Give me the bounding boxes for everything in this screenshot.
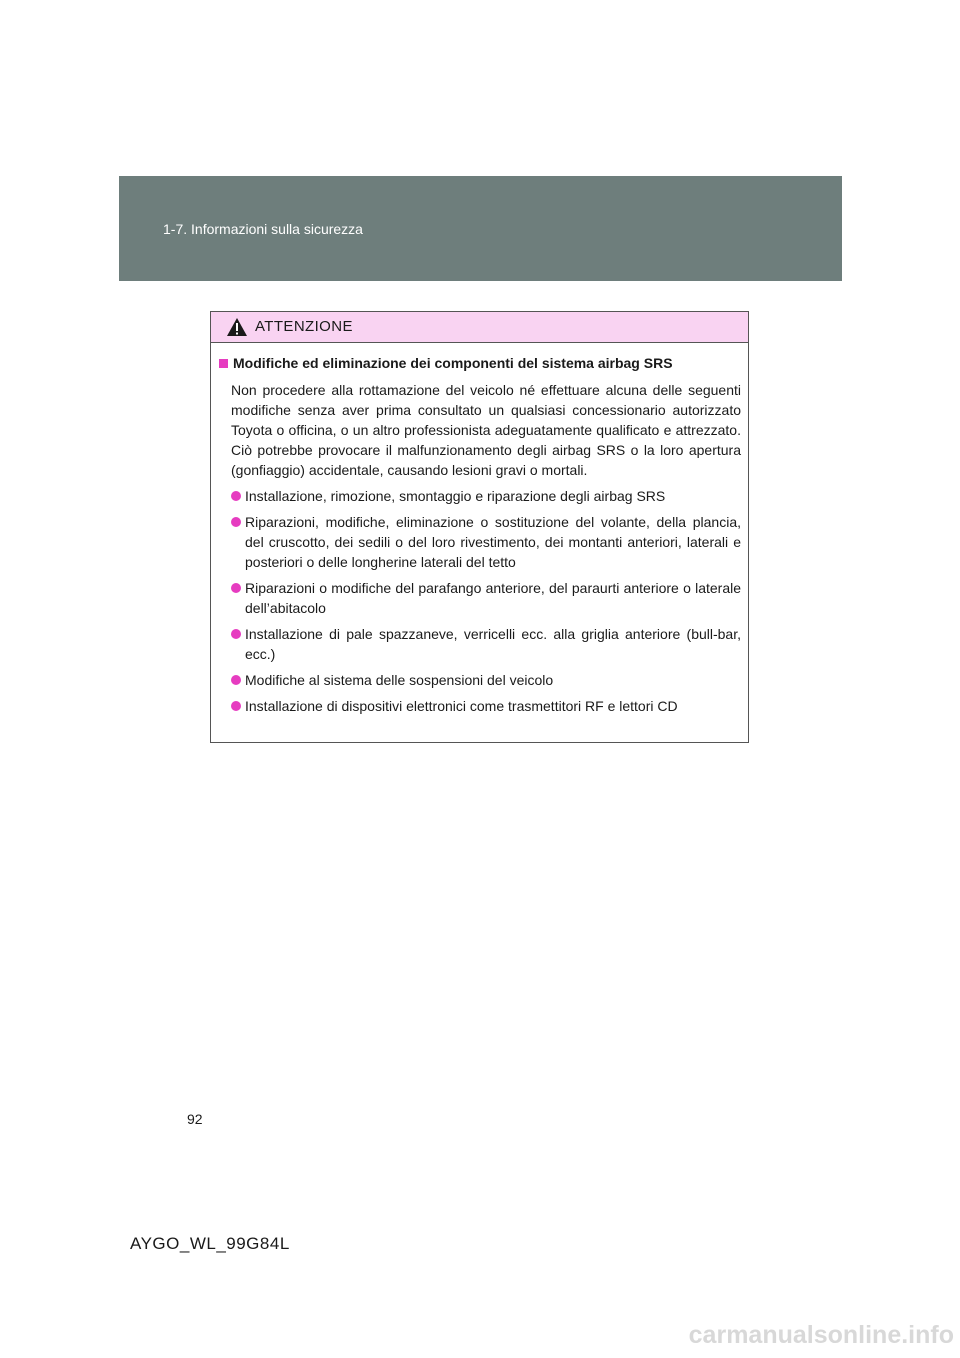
square-bullet-icon	[219, 359, 228, 368]
circle-bullet-icon	[231, 583, 241, 593]
warning-list-item-text: Installazione, rimozione, smontaggio e riparazione degli airbag SRS	[245, 488, 666, 504]
page-number: 92	[187, 1111, 203, 1127]
site-watermark: carmanualsonline.info	[688, 1321, 954, 1349]
warning-section-title: Modifiche ed eliminazione dei componenti del sistema airbag SRS	[233, 355, 673, 371]
warning-list-item-text: Riparazioni, modifiche, eliminazione o sostituzione del volante, della plancia, del cruscotto, dei sedili o del loro rivestimento, dei montanti anteriori, laterali e posteriori o delle longherine laterali del tetto	[245, 514, 741, 570]
warning-triangle-icon	[226, 317, 248, 337]
warning-list-item	[231, 696, 741, 716]
circle-bullet-icon	[231, 491, 241, 501]
warning-list-item-text: Installazione di pale spazzaneve, verricelli ecc. alla griglia anteriore (bull-bar, ecc.)	[245, 626, 741, 662]
warning-section-heading	[219, 354, 741, 372]
circle-bullet-icon	[231, 629, 241, 639]
warning-list-item-text: Riparazioni o modifiche del parafango anteriore, del paraurti anteriore o laterale dell’abitacolo	[245, 580, 741, 616]
warning-list-item	[231, 578, 741, 618]
warning-list-item	[231, 624, 741, 664]
warning-header	[211, 312, 748, 343]
warning-list-item-text: Modifiche al sistema delle sospensioni del veicolo	[245, 672, 554, 688]
circle-bullet-icon	[231, 517, 241, 527]
warning-intro-paragraph: Non procedere alla rottamazione del veicolo né effettuare alcuna delle seguenti modifiche senza aver prima consultato un qualsiasi concessionario autorizzato Toyota o officina, o un altro professionista adeguatamente qualificato e attrezzato. Ciò potrebbe provocare il malfunzionamento degli airbag SRS o la loro apertura (gonfiaggio) accidentale, causando lesioni gravi o mortali.	[231, 382, 741, 478]
warning-list-item	[231, 512, 741, 572]
document-code: AYGO_WL_99G84L	[130, 1234, 290, 1253]
warning-label: ATTENZIONE	[255, 318, 353, 335]
warning-body	[211, 343, 748, 716]
circle-bullet-icon	[231, 675, 241, 685]
warning-list-item	[231, 486, 741, 506]
chapter-header-band	[119, 176, 842, 281]
chapter-section-title: 1-7. Informazioni sulla sicurezza	[163, 221, 363, 237]
warning-box	[210, 311, 749, 743]
circle-bullet-icon	[231, 701, 241, 711]
warning-list-item	[231, 670, 741, 690]
warning-list-item-text: Installazione di dispositivi elettronici come trasmettitori RF e lettori CD	[245, 698, 678, 714]
